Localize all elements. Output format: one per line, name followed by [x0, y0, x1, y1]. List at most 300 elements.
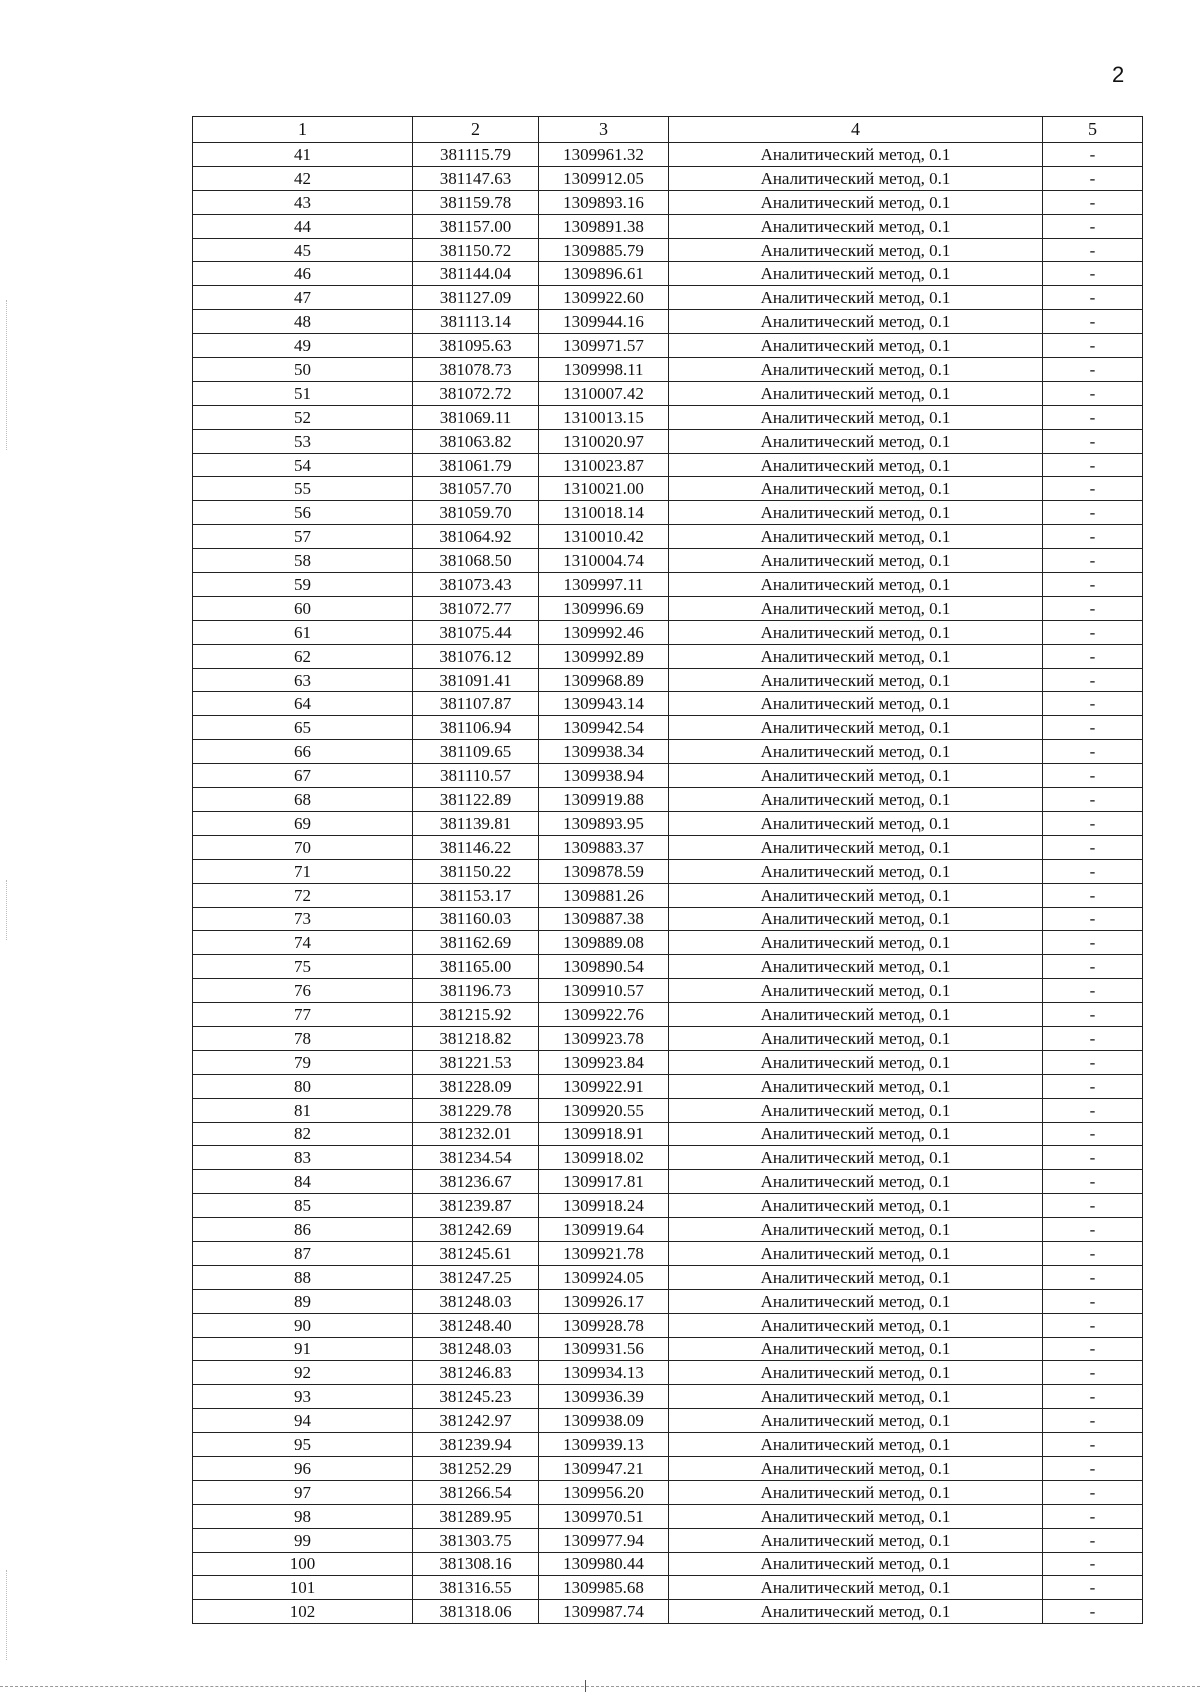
table-row — [193, 310, 1143, 334]
note-cell: - — [1043, 979, 1143, 1003]
y-coordinate-cell: 1309998.11 — [539, 358, 669, 382]
point-number-cell: 91 — [193, 1337, 413, 1361]
note-cell: - — [1043, 1050, 1143, 1074]
point-number-cell: 74 — [193, 931, 413, 955]
method-cell: Аналитический метод, 0.1 — [669, 740, 1043, 764]
point-number-cell: 88 — [193, 1265, 413, 1289]
x-coordinate-cell: 381236.67 — [413, 1170, 539, 1194]
point-number-cell: 98 — [193, 1504, 413, 1528]
point-number-cell: 44 — [193, 214, 413, 238]
method-cell: Аналитический метод, 0.1 — [669, 358, 1043, 382]
point-number-cell: 66 — [193, 740, 413, 764]
method-cell: Аналитический метод, 0.1 — [669, 1361, 1043, 1385]
point-number-cell: 50 — [193, 358, 413, 382]
y-coordinate-cell: 1309992.89 — [539, 644, 669, 668]
point-number-cell: 89 — [193, 1289, 413, 1313]
method-cell: Аналитический метод, 0.1 — [669, 811, 1043, 835]
header-row — [193, 117, 1143, 143]
table-row — [193, 644, 1143, 668]
table-row — [193, 501, 1143, 525]
table-row — [193, 1504, 1143, 1528]
x-coordinate-cell: 381075.44 — [413, 620, 539, 644]
table-row — [193, 429, 1143, 453]
method-cell: Аналитический метод, 0.1 — [669, 596, 1043, 620]
note-cell: - — [1043, 262, 1143, 286]
note-cell: - — [1043, 1576, 1143, 1600]
point-number-cell: 97 — [193, 1480, 413, 1504]
x-coordinate-cell: 381109.65 — [413, 740, 539, 764]
table-row — [193, 405, 1143, 429]
x-coordinate-cell: 381266.54 — [413, 1480, 539, 1504]
table-row — [193, 262, 1143, 286]
table-row — [193, 716, 1143, 740]
x-coordinate-cell: 381076.12 — [413, 644, 539, 668]
y-coordinate-cell: 1309920.55 — [539, 1098, 669, 1122]
point-number-cell: 62 — [193, 644, 413, 668]
table-row — [193, 955, 1143, 979]
note-cell: - — [1043, 596, 1143, 620]
table-row — [193, 931, 1143, 955]
y-coordinate-cell: 1309942.54 — [539, 716, 669, 740]
y-coordinate-cell: 1309947.21 — [539, 1456, 669, 1480]
method-cell: Аналитический метод, 0.1 — [669, 381, 1043, 405]
y-coordinate-cell: 1309918.24 — [539, 1194, 669, 1218]
note-cell: - — [1043, 955, 1143, 979]
table-row — [193, 453, 1143, 477]
x-coordinate-cell: 381246.83 — [413, 1361, 539, 1385]
note-cell: - — [1043, 1433, 1143, 1457]
x-coordinate-cell: 381095.63 — [413, 334, 539, 358]
x-coordinate-cell: 381248.03 — [413, 1337, 539, 1361]
note-cell: - — [1043, 1337, 1143, 1361]
y-coordinate-cell: 1309917.81 — [539, 1170, 669, 1194]
point-number-cell: 72 — [193, 883, 413, 907]
method-cell: Аналитический метод, 0.1 — [669, 1003, 1043, 1027]
table-row — [193, 907, 1143, 931]
x-coordinate-cell: 381150.22 — [413, 859, 539, 883]
x-coordinate-cell: 381239.87 — [413, 1194, 539, 1218]
y-coordinate-cell: 1309934.13 — [539, 1361, 669, 1385]
y-coordinate-cell: 1309939.13 — [539, 1433, 669, 1457]
method-cell: Аналитический метод, 0.1 — [669, 1480, 1043, 1504]
table-row — [193, 1074, 1143, 1098]
column-header-2: 2 — [413, 117, 539, 143]
note-cell: - — [1043, 1456, 1143, 1480]
point-number-cell: 85 — [193, 1194, 413, 1218]
point-number-cell: 78 — [193, 1026, 413, 1050]
point-number-cell: 77 — [193, 1003, 413, 1027]
y-coordinate-cell: 1309878.59 — [539, 859, 669, 883]
note-cell: - — [1043, 501, 1143, 525]
note-cell: - — [1043, 429, 1143, 453]
table-row — [193, 549, 1143, 573]
method-cell: Аналитический метод, 0.1 — [669, 286, 1043, 310]
table-row — [193, 1098, 1143, 1122]
table-row — [193, 1433, 1143, 1457]
table-row — [193, 525, 1143, 549]
x-coordinate-cell: 381113.14 — [413, 310, 539, 334]
x-coordinate-cell: 381127.09 — [413, 286, 539, 310]
method-cell: Аналитический метод, 0.1 — [669, 477, 1043, 501]
x-coordinate-cell: 381196.73 — [413, 979, 539, 1003]
point-number-cell: 71 — [193, 859, 413, 883]
x-coordinate-cell: 381139.81 — [413, 811, 539, 835]
method-cell: Аналитический метод, 0.1 — [669, 1265, 1043, 1289]
point-number-cell: 93 — [193, 1385, 413, 1409]
x-coordinate-cell: 381303.75 — [413, 1528, 539, 1552]
y-coordinate-cell: 1309910.57 — [539, 979, 669, 1003]
point-number-cell: 102 — [193, 1600, 413, 1624]
margin-mark — [6, 300, 7, 450]
method-cell: Аналитический метод, 0.1 — [669, 788, 1043, 812]
x-coordinate-cell: 381159.78 — [413, 190, 539, 214]
method-cell: Аналитический метод, 0.1 — [669, 692, 1043, 716]
method-cell: Аналитический метод, 0.1 — [669, 1456, 1043, 1480]
point-number-cell: 100 — [193, 1552, 413, 1576]
y-coordinate-cell: 1309938.94 — [539, 764, 669, 788]
y-coordinate-cell: 1309987.74 — [539, 1600, 669, 1624]
note-cell: - — [1043, 811, 1143, 835]
method-cell: Аналитический метод, 0.1 — [669, 1241, 1043, 1265]
method-cell: Аналитический метод, 0.1 — [669, 620, 1043, 644]
x-coordinate-cell: 381061.79 — [413, 453, 539, 477]
table-row — [193, 1361, 1143, 1385]
point-number-cell: 101 — [193, 1576, 413, 1600]
point-number-cell: 56 — [193, 501, 413, 525]
y-coordinate-cell: 1309943.14 — [539, 692, 669, 716]
y-coordinate-cell: 1309996.69 — [539, 596, 669, 620]
table-row — [193, 764, 1143, 788]
table-row — [193, 596, 1143, 620]
x-coordinate-cell: 381063.82 — [413, 429, 539, 453]
x-coordinate-cell: 381078.73 — [413, 358, 539, 382]
note-cell: - — [1043, 644, 1143, 668]
point-number-cell: 76 — [193, 979, 413, 1003]
method-cell: Аналитический метод, 0.1 — [669, 525, 1043, 549]
y-coordinate-cell: 1309944.16 — [539, 310, 669, 334]
note-cell: - — [1043, 453, 1143, 477]
note-cell: - — [1043, 477, 1143, 501]
table-row — [193, 238, 1143, 262]
table-row — [193, 381, 1143, 405]
column-header-3: 3 — [539, 117, 669, 143]
y-coordinate-cell: 1309887.38 — [539, 907, 669, 931]
note-cell: - — [1043, 716, 1143, 740]
x-coordinate-cell: 381218.82 — [413, 1026, 539, 1050]
y-coordinate-cell: 1309881.26 — [539, 883, 669, 907]
point-number-cell: 86 — [193, 1218, 413, 1242]
note-cell: - — [1043, 1313, 1143, 1337]
table-row — [193, 1050, 1143, 1074]
note-cell: - — [1043, 1600, 1143, 1624]
method-cell: Аналитический метод, 0.1 — [669, 501, 1043, 525]
point-number-cell: 54 — [193, 453, 413, 477]
point-number-cell: 51 — [193, 381, 413, 405]
page-number: 2 — [1112, 62, 1125, 87]
x-coordinate-cell: 381091.41 — [413, 668, 539, 692]
y-coordinate-cell: 1309890.54 — [539, 955, 669, 979]
table-row — [193, 166, 1143, 190]
x-coordinate-cell: 381072.77 — [413, 596, 539, 620]
table-row — [193, 286, 1143, 310]
x-coordinate-cell: 381247.25 — [413, 1265, 539, 1289]
y-coordinate-cell: 1309961.32 — [539, 143, 669, 167]
note-cell: - — [1043, 143, 1143, 167]
table-row — [193, 1409, 1143, 1433]
y-coordinate-cell: 1309970.51 — [539, 1504, 669, 1528]
note-cell: - — [1043, 238, 1143, 262]
x-coordinate-cell: 381248.03 — [413, 1289, 539, 1313]
method-cell: Аналитический метод, 0.1 — [669, 1433, 1043, 1457]
method-cell: Аналитический метод, 0.1 — [669, 1385, 1043, 1409]
method-cell: Аналитический метод, 0.1 — [669, 310, 1043, 334]
method-cell: Аналитический метод, 0.1 — [669, 238, 1043, 262]
method-cell: Аналитический метод, 0.1 — [669, 405, 1043, 429]
table-row — [193, 1313, 1143, 1337]
x-coordinate-cell: 381122.89 — [413, 788, 539, 812]
x-coordinate-cell: 381162.69 — [413, 931, 539, 955]
x-coordinate-cell: 381239.94 — [413, 1433, 539, 1457]
y-coordinate-cell: 1309977.94 — [539, 1528, 669, 1552]
table-row — [193, 1170, 1143, 1194]
y-coordinate-cell: 1310020.97 — [539, 429, 669, 453]
x-coordinate-cell: 381215.92 — [413, 1003, 539, 1027]
method-cell: Аналитический метод, 0.1 — [669, 1504, 1043, 1528]
x-coordinate-cell: 381150.72 — [413, 238, 539, 262]
method-cell: Аналитический метод, 0.1 — [669, 334, 1043, 358]
table-row — [193, 788, 1143, 812]
note-cell: - — [1043, 1552, 1143, 1576]
x-coordinate-cell: 381308.16 — [413, 1552, 539, 1576]
x-coordinate-cell: 381057.70 — [413, 477, 539, 501]
table-row — [193, 740, 1143, 764]
y-coordinate-cell: 1309918.91 — [539, 1122, 669, 1146]
point-number-cell: 41 — [193, 143, 413, 167]
method-cell: Аналитический метод, 0.1 — [669, 835, 1043, 859]
table-row — [193, 1194, 1143, 1218]
method-cell: Аналитический метод, 0.1 — [669, 573, 1043, 597]
note-cell: - — [1043, 788, 1143, 812]
note-cell: - — [1043, 166, 1143, 190]
method-cell: Аналитический метод, 0.1 — [669, 1313, 1043, 1337]
table-row — [193, 1241, 1143, 1265]
method-cell: Аналитический метод, 0.1 — [669, 644, 1043, 668]
y-coordinate-cell: 1309924.05 — [539, 1265, 669, 1289]
point-number-cell: 80 — [193, 1074, 413, 1098]
note-cell: - — [1043, 1146, 1143, 1170]
x-coordinate-cell: 381107.87 — [413, 692, 539, 716]
table-row — [193, 573, 1143, 597]
point-number-cell: 58 — [193, 549, 413, 573]
note-cell: - — [1043, 1098, 1143, 1122]
table-row — [193, 1480, 1143, 1504]
method-cell: Аналитический метод, 0.1 — [669, 166, 1043, 190]
table-row — [193, 883, 1143, 907]
note-cell: - — [1043, 1241, 1143, 1265]
note-cell: - — [1043, 1194, 1143, 1218]
method-cell: Аналитический метод, 0.1 — [669, 1098, 1043, 1122]
method-cell: Аналитический метод, 0.1 — [669, 1409, 1043, 1433]
x-coordinate-cell: 381316.55 — [413, 1576, 539, 1600]
table-row — [193, 668, 1143, 692]
x-coordinate-cell: 381069.11 — [413, 405, 539, 429]
method-cell: Аналитический метод, 0.1 — [669, 907, 1043, 931]
y-coordinate-cell: 1309985.68 — [539, 1576, 669, 1600]
page-bottom-tick — [585, 1680, 586, 1692]
x-coordinate-cell: 381229.78 — [413, 1098, 539, 1122]
table-row — [193, 1337, 1143, 1361]
x-coordinate-cell: 381245.23 — [413, 1385, 539, 1409]
method-cell: Аналитический метод, 0.1 — [669, 262, 1043, 286]
y-coordinate-cell: 1309893.95 — [539, 811, 669, 835]
point-number-cell: 65 — [193, 716, 413, 740]
table-row — [193, 1385, 1143, 1409]
method-cell: Аналитический метод, 0.1 — [669, 429, 1043, 453]
method-cell: Аналитический метод, 0.1 — [669, 716, 1043, 740]
note-cell: - — [1043, 358, 1143, 382]
method-cell: Аналитический метод, 0.1 — [669, 1528, 1043, 1552]
method-cell: Аналитический метод, 0.1 — [669, 1576, 1043, 1600]
point-number-cell: 87 — [193, 1241, 413, 1265]
point-number-cell: 45 — [193, 238, 413, 262]
x-coordinate-cell: 381147.63 — [413, 166, 539, 190]
point-number-cell: 43 — [193, 190, 413, 214]
x-coordinate-cell: 381242.69 — [413, 1218, 539, 1242]
note-cell: - — [1043, 1026, 1143, 1050]
table-row — [193, 692, 1143, 716]
point-number-cell: 83 — [193, 1146, 413, 1170]
point-number-cell: 57 — [193, 525, 413, 549]
method-cell: Аналитический метод, 0.1 — [669, 1552, 1043, 1576]
point-number-cell: 79 — [193, 1050, 413, 1074]
y-coordinate-cell: 1309922.91 — [539, 1074, 669, 1098]
table-row — [193, 1122, 1143, 1146]
table-header — [193, 117, 1143, 143]
y-coordinate-cell: 1309971.57 — [539, 334, 669, 358]
table-row — [193, 1576, 1143, 1600]
y-coordinate-cell: 1309896.61 — [539, 262, 669, 286]
table-row — [193, 477, 1143, 501]
note-cell: - — [1043, 1170, 1143, 1194]
point-number-cell: 92 — [193, 1361, 413, 1385]
table-row — [193, 811, 1143, 835]
note-cell: - — [1043, 334, 1143, 358]
y-coordinate-cell: 1310023.87 — [539, 453, 669, 477]
y-coordinate-cell: 1309936.39 — [539, 1385, 669, 1409]
table-row — [193, 358, 1143, 382]
table-row — [193, 190, 1143, 214]
note-cell: - — [1043, 835, 1143, 859]
method-cell: Аналитический метод, 0.1 — [669, 1289, 1043, 1313]
y-coordinate-cell: 1310004.74 — [539, 549, 669, 573]
point-number-cell: 64 — [193, 692, 413, 716]
point-number-cell: 49 — [193, 334, 413, 358]
y-coordinate-cell: 1309922.60 — [539, 286, 669, 310]
table-row — [193, 1146, 1143, 1170]
x-coordinate-cell: 381232.01 — [413, 1122, 539, 1146]
method-cell: Аналитический метод, 0.1 — [669, 1146, 1043, 1170]
x-coordinate-cell: 381068.50 — [413, 549, 539, 573]
y-coordinate-cell: 1310007.42 — [539, 381, 669, 405]
method-cell: Аналитический метод, 0.1 — [669, 1026, 1043, 1050]
x-coordinate-cell: 381059.70 — [413, 501, 539, 525]
table-row — [193, 620, 1143, 644]
x-coordinate-cell: 381115.79 — [413, 143, 539, 167]
point-number-cell: 75 — [193, 955, 413, 979]
y-coordinate-cell: 1309921.78 — [539, 1241, 669, 1265]
table-row — [193, 1265, 1143, 1289]
y-coordinate-cell: 1309923.78 — [539, 1026, 669, 1050]
y-coordinate-cell: 1309938.34 — [539, 740, 669, 764]
method-cell: Аналитический метод, 0.1 — [669, 1337, 1043, 1361]
point-number-cell: 99 — [193, 1528, 413, 1552]
y-coordinate-cell: 1309992.46 — [539, 620, 669, 644]
note-cell: - — [1043, 931, 1143, 955]
note-cell: - — [1043, 883, 1143, 907]
y-coordinate-cell: 1309926.17 — [539, 1289, 669, 1313]
point-number-cell: 52 — [193, 405, 413, 429]
note-cell: - — [1043, 1289, 1143, 1313]
x-coordinate-cell: 381146.22 — [413, 835, 539, 859]
x-coordinate-cell: 381153.17 — [413, 883, 539, 907]
x-coordinate-cell: 381221.53 — [413, 1050, 539, 1074]
table-body — [193, 143, 1143, 1624]
y-coordinate-cell: 1310010.42 — [539, 525, 669, 549]
note-cell: - — [1043, 1480, 1143, 1504]
method-cell: Аналитический метод, 0.1 — [669, 764, 1043, 788]
method-cell: Аналитический метод, 0.1 — [669, 931, 1043, 955]
point-number-cell: 48 — [193, 310, 413, 334]
method-cell: Аналитический метод, 0.1 — [669, 1218, 1043, 1242]
method-cell: Аналитический метод, 0.1 — [669, 979, 1043, 1003]
x-coordinate-cell: 381245.61 — [413, 1241, 539, 1265]
note-cell: - — [1043, 190, 1143, 214]
y-coordinate-cell: 1309931.56 — [539, 1337, 669, 1361]
x-coordinate-cell: 381157.00 — [413, 214, 539, 238]
point-number-cell: 60 — [193, 596, 413, 620]
method-cell: Аналитический метод, 0.1 — [669, 549, 1043, 573]
x-coordinate-cell: 381064.92 — [413, 525, 539, 549]
note-cell: - — [1043, 692, 1143, 716]
table-row — [193, 859, 1143, 883]
point-number-cell: 70 — [193, 835, 413, 859]
note-cell: - — [1043, 620, 1143, 644]
coordinates-table — [192, 116, 1143, 1624]
note-cell: - — [1043, 549, 1143, 573]
point-number-cell: 53 — [193, 429, 413, 453]
note-cell: - — [1043, 286, 1143, 310]
table-row — [193, 1218, 1143, 1242]
column-header-4: 4 — [669, 117, 1043, 143]
note-cell: - — [1043, 381, 1143, 405]
method-cell: Аналитический метод, 0.1 — [669, 883, 1043, 907]
y-coordinate-cell: 1309956.20 — [539, 1480, 669, 1504]
note-cell: - — [1043, 1361, 1143, 1385]
point-number-cell: 82 — [193, 1122, 413, 1146]
table-row — [193, 979, 1143, 1003]
column-header-5: 5 — [1043, 117, 1143, 143]
note-cell: - — [1043, 310, 1143, 334]
y-coordinate-cell: 1309968.89 — [539, 668, 669, 692]
table-row — [193, 1003, 1143, 1027]
table-row — [193, 1289, 1143, 1313]
y-coordinate-cell: 1310018.14 — [539, 501, 669, 525]
method-cell: Аналитический метод, 0.1 — [669, 955, 1043, 979]
point-number-cell: 94 — [193, 1409, 413, 1433]
y-coordinate-cell: 1310021.00 — [539, 477, 669, 501]
x-coordinate-cell: 381110.57 — [413, 764, 539, 788]
column-header-1: 1 — [193, 117, 413, 143]
